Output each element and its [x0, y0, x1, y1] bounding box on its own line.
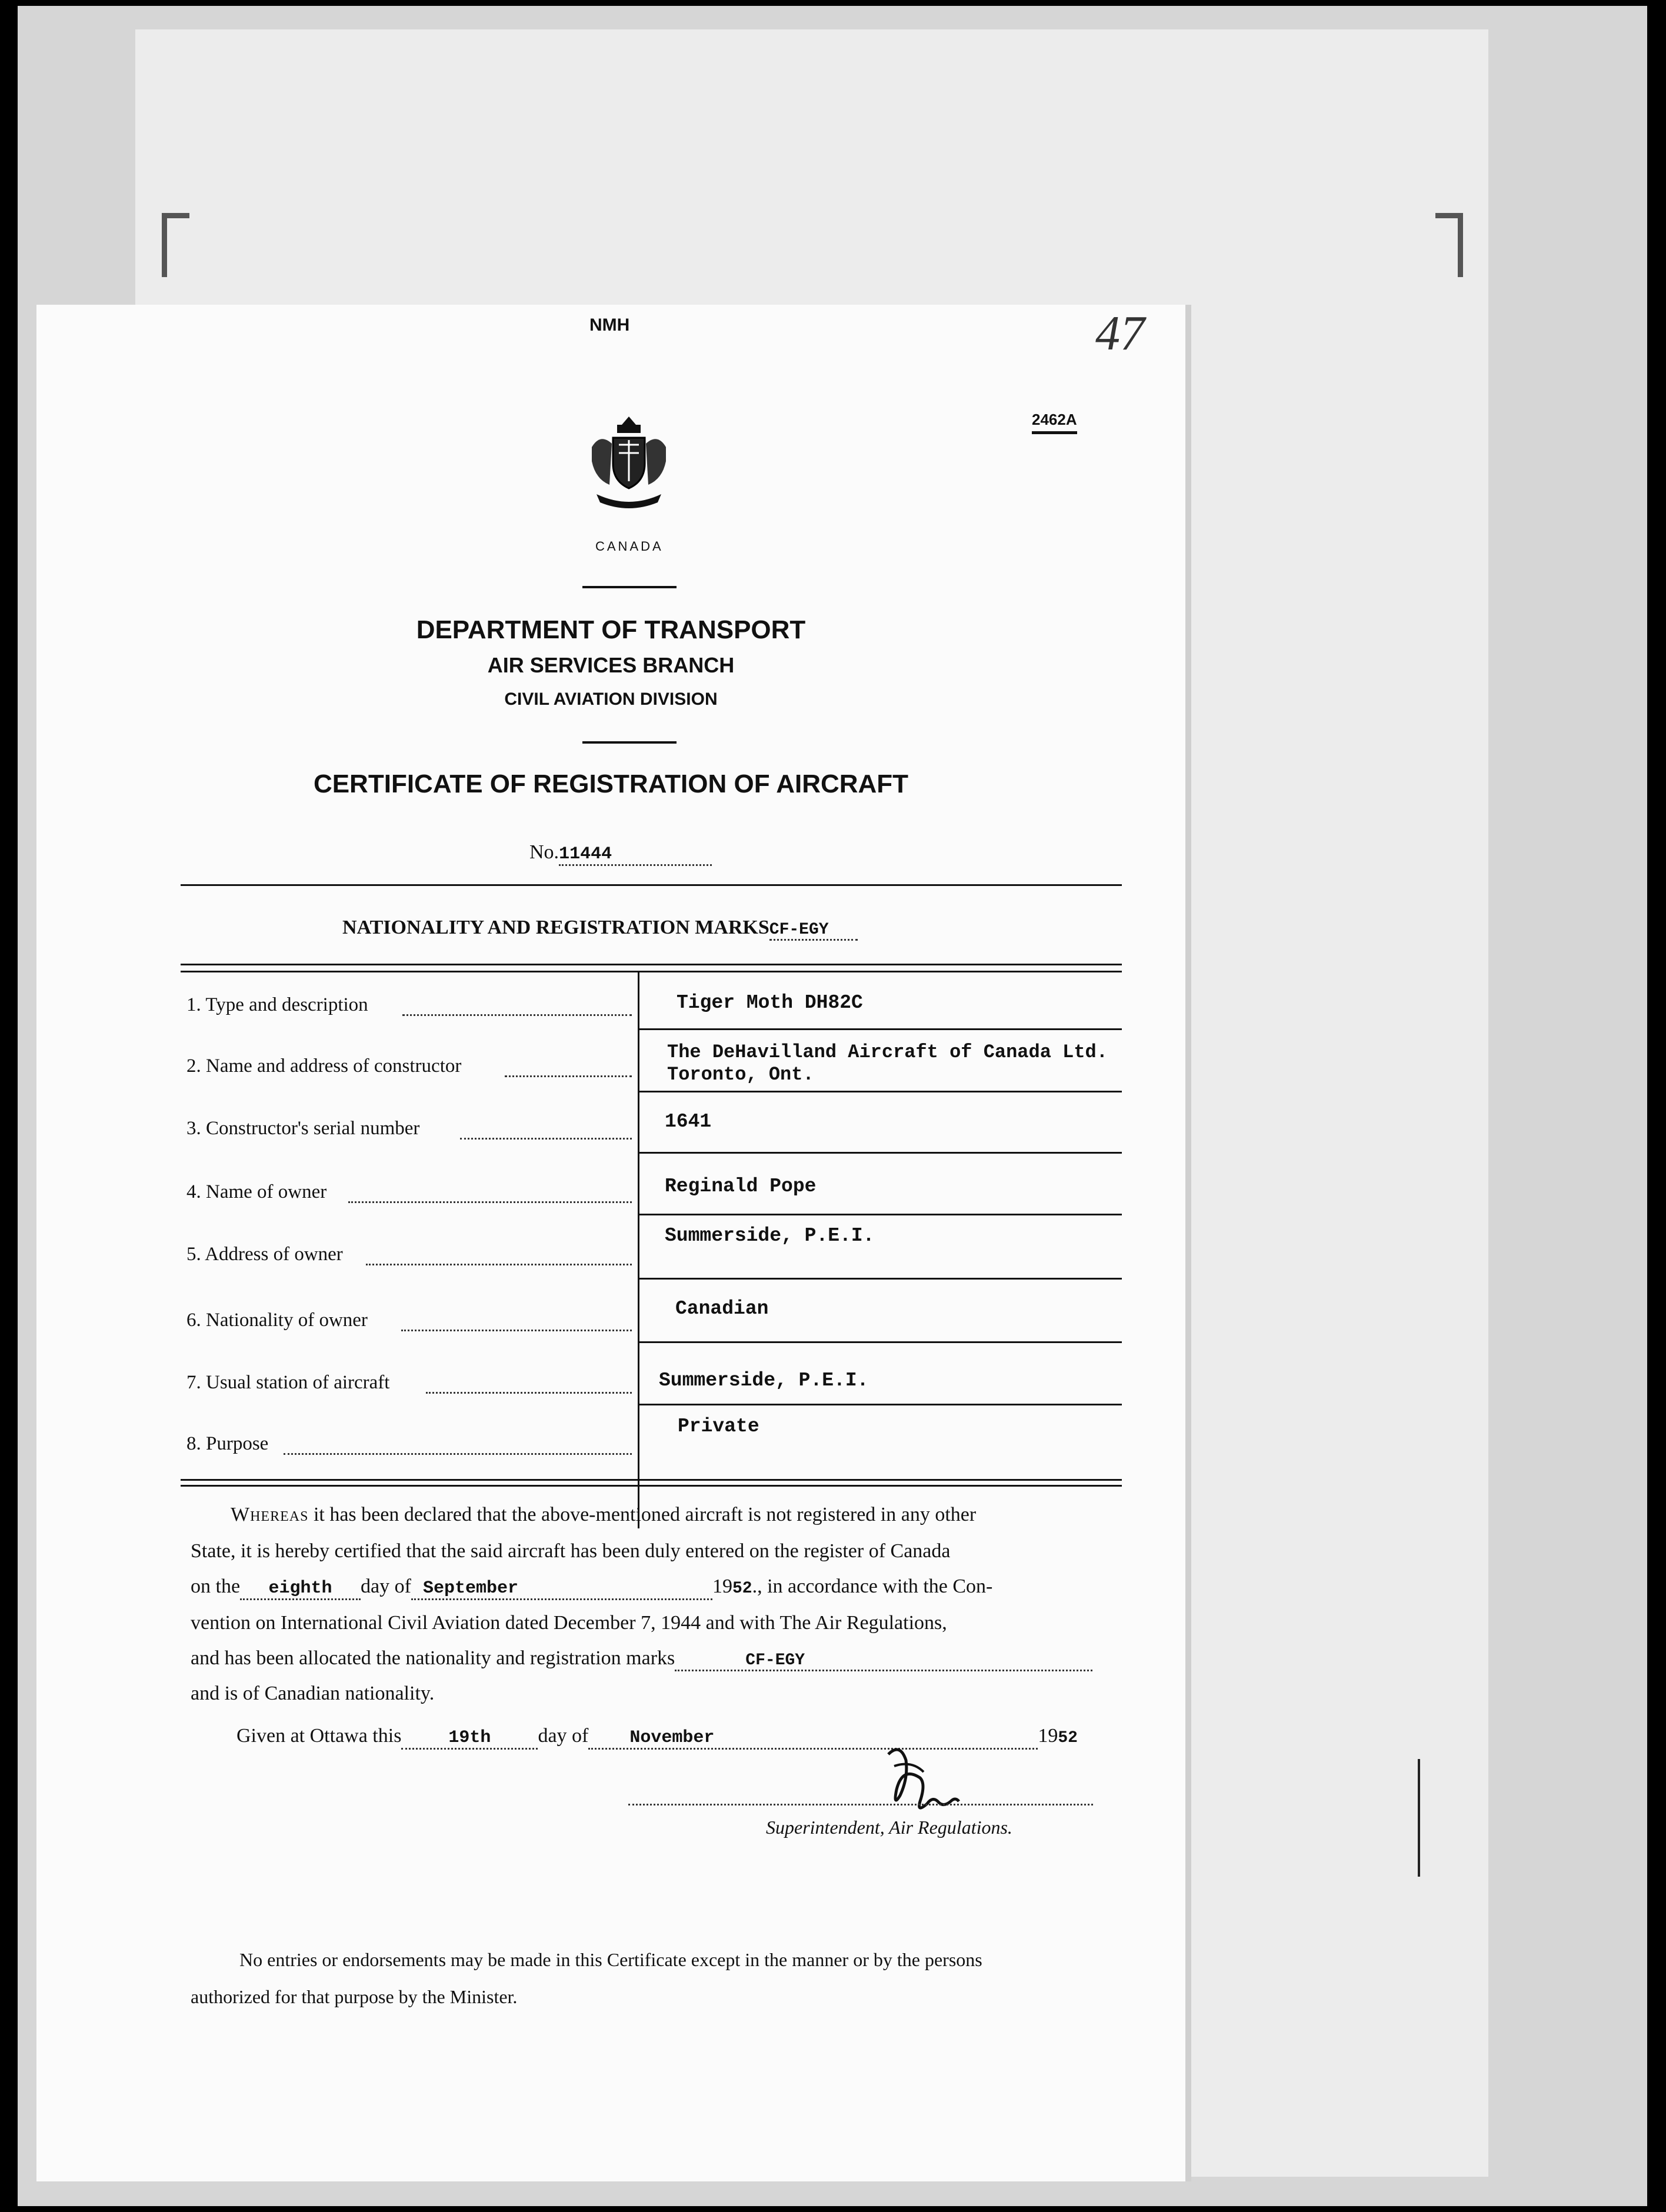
leader-dots [284, 1453, 632, 1455]
field-label-constructor: 2. Name and address of constructor [186, 1055, 462, 1077]
table-bottom-rule [181, 1479, 1122, 1481]
field-value-constructor: The DeHavilland Aircraft of Canada Ltd. [667, 1041, 1108, 1063]
certification-text-3: ., in accordance with the Con- [752, 1575, 993, 1597]
field-label-purpose: 8. Purpose [186, 1433, 269, 1454]
leader-dots [426, 1392, 632, 1394]
field-label-serial: 3. Constructor's serial number [186, 1118, 420, 1139]
row-rule [638, 1091, 1122, 1092]
field-value-station: Summerside, P.E.I. [659, 1370, 869, 1391]
given-at-text: Given at Ottawa this [236, 1725, 402, 1747]
field-value-serial: 1641 [665, 1111, 712, 1132]
table-double-rule [181, 964, 1122, 965]
certification-text-5: and has been allocated the nationality and registration marks [191, 1647, 675, 1669]
given-month: November [588, 1728, 1038, 1750]
certification-line-1 [231, 1504, 976, 1526]
year-prefix: 19 [712, 1575, 732, 1597]
certification-line-4: vention on International Civil Aviation dated December 7, 1944 and with The Air Regulations, [191, 1612, 947, 1634]
registration-marks-label: NATIONALITY AND REGISTRATION MARKS [342, 917, 769, 938]
corner-bracket-top-left [162, 213, 189, 277]
form-number: 2462A [1032, 411, 1077, 434]
certification-line-6: and is of Canadian nationality. [191, 1683, 435, 1704]
row-rule [638, 1152, 1122, 1154]
initials-stamp: NMH [589, 315, 630, 335]
allocated-marks: CF-EGY [675, 1651, 1092, 1671]
given-day-of-text: day of [538, 1725, 589, 1747]
footer-line-1: No entries or endorsements may be made in this Certificate except in the manner or by the persons [239, 1949, 982, 1970]
certificate-number-line [529, 841, 712, 866]
certification-line-5 [191, 1647, 1092, 1671]
on-the-text: on the [191, 1575, 241, 1597]
signature-line [628, 1804, 1093, 1805]
country-label: CANADA [595, 539, 664, 554]
table-bottom-rule [181, 1485, 1122, 1487]
registration-marks-value: CF-EGY [769, 921, 858, 941]
field-label-station: 7. Usual station of aircraft [186, 1372, 390, 1393]
signatory-title: Superintendent, Air Regulations. [766, 1817, 1012, 1838]
field-value-owner: Reginald Pope [665, 1175, 817, 1197]
no-label: No. [529, 841, 559, 863]
row-rule [638, 1404, 1122, 1405]
leader-dots [366, 1264, 632, 1265]
leader-dots [505, 1075, 632, 1077]
registration-year: 52 [732, 1580, 752, 1598]
table-top-rule [181, 884, 1122, 886]
whereas-word: Whereas [231, 1504, 309, 1525]
certificate-sheet [36, 305, 1185, 2181]
certification-line-2: State, it is hereby certified that the said aircraft has been duly entered on the register of Canada [191, 1540, 951, 1562]
day-of-text: day of [361, 1575, 411, 1597]
row-rule [638, 1278, 1122, 1280]
field-value-type: Tiger Moth DH82C [677, 992, 863, 1014]
field-value-constructor-city: Toronto, Ont. [667, 1064, 814, 1085]
given-year-prefix: 19 [1038, 1725, 1058, 1747]
registration-marks-line [342, 917, 858, 941]
division-heading: CIVIL AVIATION DIVISION [504, 689, 718, 709]
given-year: 52 [1058, 1729, 1078, 1747]
field-label-nationality: 6. Nationality of owner [186, 1310, 368, 1331]
registration-month: September [411, 1578, 712, 1600]
given-day: 19th [401, 1728, 538, 1750]
registration-day: eighth [240, 1578, 361, 1600]
signature-icon [865, 1743, 982, 1825]
certification-text-1: it has been declared that the above-mentioned aircraft is not registered in any other [313, 1504, 977, 1525]
field-label-owner: 4. Name of owner [186, 1181, 327, 1202]
field-value-nationality: Canadian [675, 1298, 769, 1320]
field-value-owner-address: Summerside, P.E.I. [665, 1225, 875, 1247]
branch-heading: AIR SERVICES BRANCH [487, 653, 735, 677]
department-heading: DEPARTMENT OF TRANSPORT [416, 615, 806, 644]
leader-dots [402, 1014, 632, 1016]
row-rule [638, 1028, 1122, 1030]
footer-line-2: authorized for that purpose by the Minister. [191, 1986, 518, 2007]
divider [582, 741, 677, 744]
page-number: 47 [1095, 306, 1145, 361]
margin-line [1418, 1759, 1420, 1877]
leader-dots [348, 1201, 632, 1203]
leader-dots [460, 1138, 632, 1140]
leader-dots [401, 1330, 632, 1331]
certificate-title: CERTIFICATE OF REGISTRATION OF AIRCRAFT [313, 769, 909, 798]
certificate-number: 11444 [559, 844, 712, 866]
corner-bracket-top-right [1435, 213, 1463, 277]
field-label-type: 1. Type and description [186, 994, 368, 1015]
field-label-owner-address: 5. Address of owner [186, 1244, 343, 1265]
coat-of-arms-icon [585, 412, 673, 512]
field-value-purpose: Private [678, 1415, 759, 1437]
table-column-divider [638, 972, 639, 1528]
row-rule [638, 1214, 1122, 1215]
divider [582, 586, 677, 588]
table-double-rule [181, 971, 1122, 972]
certification-line-3 [191, 1575, 992, 1600]
row-rule [638, 1341, 1122, 1343]
